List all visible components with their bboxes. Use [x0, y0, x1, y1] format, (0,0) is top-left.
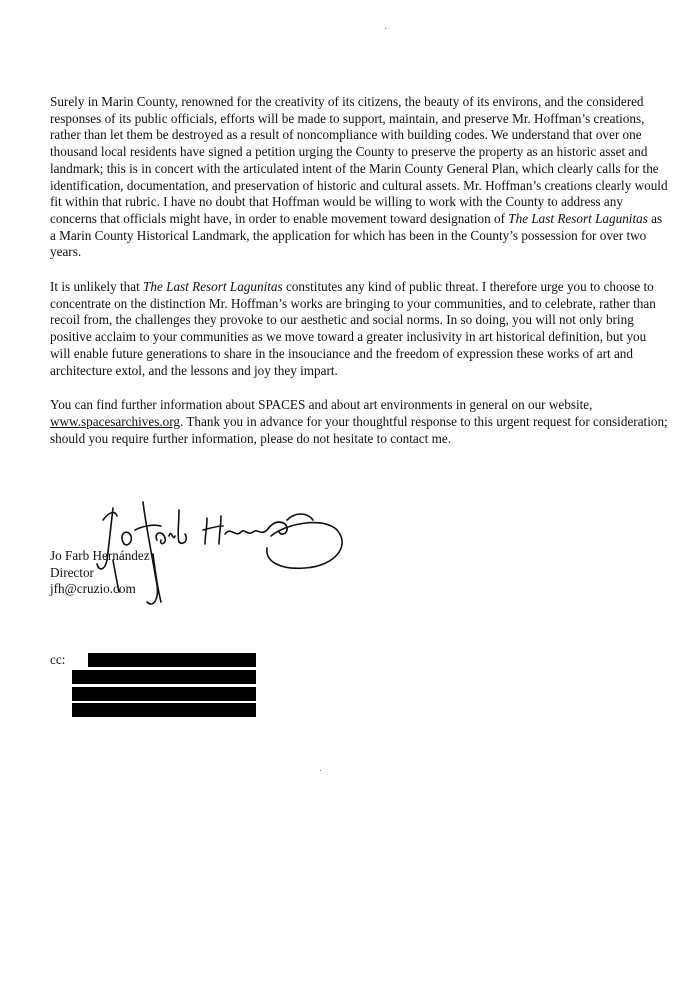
- paragraph-2-title: The Last Resort Lagunitas: [143, 279, 283, 295]
- paragraph-2-text-b: constitutes any kind of public threat. I therefore urge you to choose to concentrate on the distinction Mr. Hoffman’s works are bringing to your communities, and to celebrate, rather than recoil from, the challenges they provoke to our aesthetic and social norms. In so doing, you will not only bring positive acclaim to your communities as we move toward a greater inclusivity in art historical definition, but you will enable future generations to share in the insouciance and the freedom of expression these works of art and architecture extol, and the lessons and joy they impart.: [50, 279, 656, 378]
- scan-speck: [320, 770, 321, 771]
- website-link[interactable]: www.spacesarchives.org: [50, 413, 181, 429]
- cc-label: cc:: [50, 652, 66, 667]
- letter-body: [50, 94, 670, 465]
- redaction-bar: [72, 703, 256, 717]
- paragraph-1-text-a: Surely in Marin County, renowned for the creativity of its citizens, the beauty of its environs, and the considered responses of its public officials, efforts will be made to support, maintain, and preserve Mr. Hoffman’s creations, rather than let them be destroyed as a result of noncompliance with building codes. We understand that over one thousand local residents have signed a petition urging the County to preserve the property as an historic asset and landmark; this is in concert with the articulated intent of the Marin County General Plan, which clearly calls for the identification, documentation, and preservation of historic and cultural assets. Mr. Hoffman’s creations clearly would fit within that rubric. I have no doubt that Hoffman would be willing to work with the County to address any concerns that officials might have, in order to enable movement toward designation of: [50, 94, 668, 226]
- paragraph-2-text-a: It is unlikely that: [50, 279, 144, 295]
- scan-speck: [385, 28, 386, 29]
- handwritten-signature: [95, 490, 355, 615]
- redaction-bar: [72, 687, 256, 701]
- signer-email: jfh@cruzio.com: [50, 581, 136, 597]
- signer-title: Director: [50, 564, 94, 580]
- paragraph-3: [50, 397, 670, 447]
- paragraph-3-text-a: You can find further information about SPACES and about art environments in general on our website,: [50, 397, 593, 413]
- paragraph-2: [50, 279, 670, 379]
- paragraph-1-text-b: as a Marin County Historical Landmark, the application for which has been in the County’s possession for over two years.: [50, 210, 663, 260]
- paragraph-3-text-b: . Thank you in advance for your thoughtful response to this urgent request for consideration; should you require further information, please do not hesitate to contact me.: [50, 413, 668, 446]
- redaction-bar: [88, 653, 256, 667]
- paragraph-1: [50, 94, 670, 261]
- redaction-bar: [72, 670, 256, 684]
- paragraph-1-title: The Last Resort Lagunitas: [508, 210, 648, 226]
- signer-name: Jo Farb Hernández: [50, 548, 150, 563]
